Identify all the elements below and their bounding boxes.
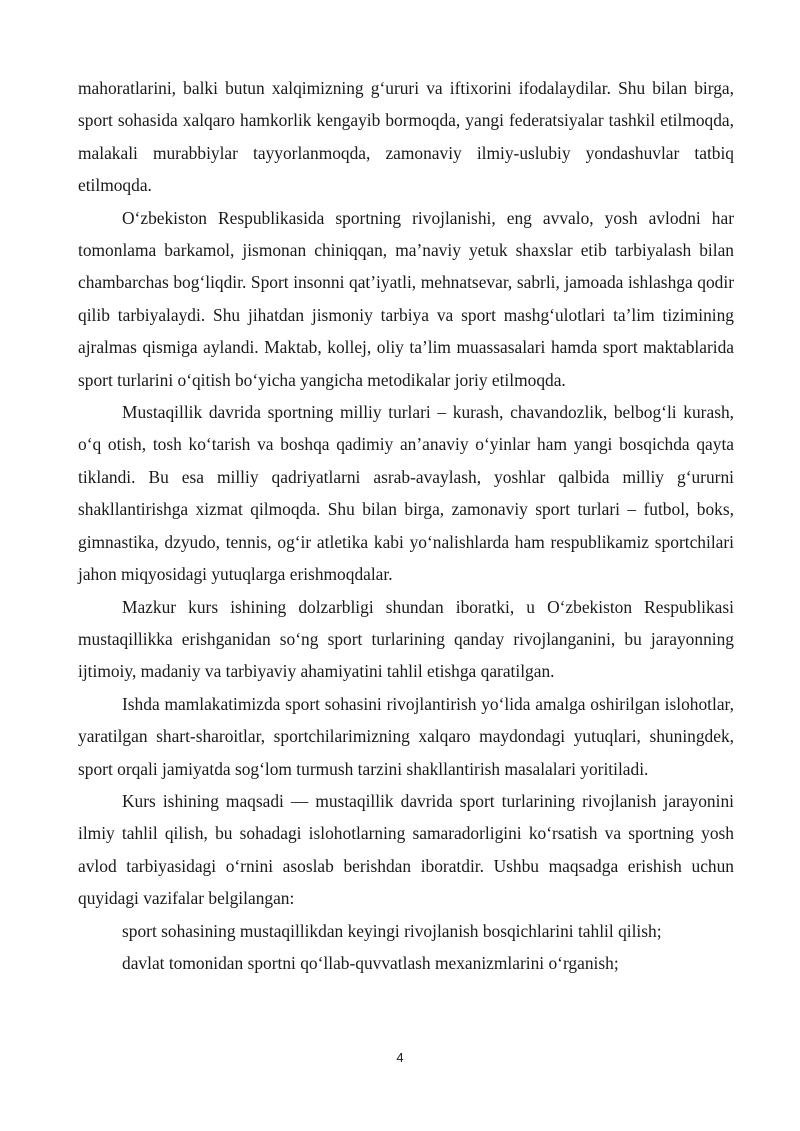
paragraph: O‘zbekiston Respublikasida sportning rivojlanishi, eng avvalo, yosh avlodni har tomonlama barkamol, jismonan chiniqqan, ma’naviy yetuk shaxslar etib tarbiyalash bilan chambarchas bog‘liqdir. Sport insonni qat’iyatli, mehnatsevar, sabrli, jamoada ishlashga qodir qilib tarbiyalaydi. Shu jihatdan jismoniy tarbiya va sport mashg‘ulotlari ta’lim tizimining ajralmas qismiga aylandi. Maktab, kollej, oliy ta’lim muassasalari hamda sport maktablarida sport turlarini o‘qitish bo‘yicha yangicha metodikalar joriy etilmoqda.	[78, 207, 734, 390]
body-text	[78, 72, 734, 979]
list-item: sport sohasining mustaqillikdan keyingi rivojlanish bosqichlarini tahlil qilish;	[122, 920, 662, 941]
paragraph-continuation: mahoratlarini, balki butun xalqimizning g‘ururi va iftixorini ifodalaydilar. Shu bilan birga, sport sohasida xalqaro hamkorlik kengayib bormoqda, yangi federatsiyalar tashkil etilmoqda, malakali murabbiylar tayyorlanmoqda, zamonaviy ilmiy-uslubiy yondashuvlar tatbiq etilmoqda.	[78, 78, 734, 196]
page-number: 4	[396, 1050, 404, 1065]
paragraph: Kurs ishining maqsadi — mustaqillik davrida sport turlarining rivojlanish jarayonini ilmiy tahlil qilish, bu sohadagi islohotlarning samaradorligini ko‘rsatish va sportning yosh avlod tarbiyasidagi o‘rnini asoslab berishdan iboratdir. Ushbu maqsadga erishish uchun quyidagi vazifalar belgilangan:	[78, 790, 734, 909]
list-item: davlat tomonidan sportni qo‘llab-quvvatlash mexanizmlarini o‘rganish;	[122, 952, 619, 973]
paragraph: Mazkur kurs ishining dolzarbligi shundan iboratki, u O‘zbekiston Respublikasi mustaqillikka erishganidan so‘ng sport turlarining qanday rivojlanganini, bu jarayonning ijtimoiy, madaniy va tarbiyaviy ahamiyatini tahlil etishga qaratilgan.	[78, 596, 734, 682]
paragraph: Mustaqillik davrida sportning milliy turlari – kurash, chavandozlik, belbog‘li kurash, o‘q otish, tosh ko‘tarish va boshqa qadimiy an’anaviy o‘yinlar ham yangi bosqichda qayta tiklandi. Bu esa milliy qadriyatlarni asrab-avaylash, yoshlar qalbida milliy g‘ururni shakllantirishga xizmat qilmoqda. Shu bilan birga, zamonaviy sport turlari – futbol, boks, gimnastika, dzyudo, tennis, og‘ir atletika kabi yo‘nalishlarda ham respublikamiz sportchilari jahon miqyosidagi yutuqlarga erishmoqdalar.	[78, 402, 734, 585]
paragraph: Ishda mamlakatimizda sport sohasini rivojlantirish yo‘lida amalga oshirilgan islohotlar, yaratilgan shart-sharoitlar, sportchilarimizning xalqaro maydondagi yutuqlari, shuningdek, sport orqali jamiyatda sog‘lom turmush tarzini shakllantirish masalalari yoritiladi.	[78, 693, 734, 779]
